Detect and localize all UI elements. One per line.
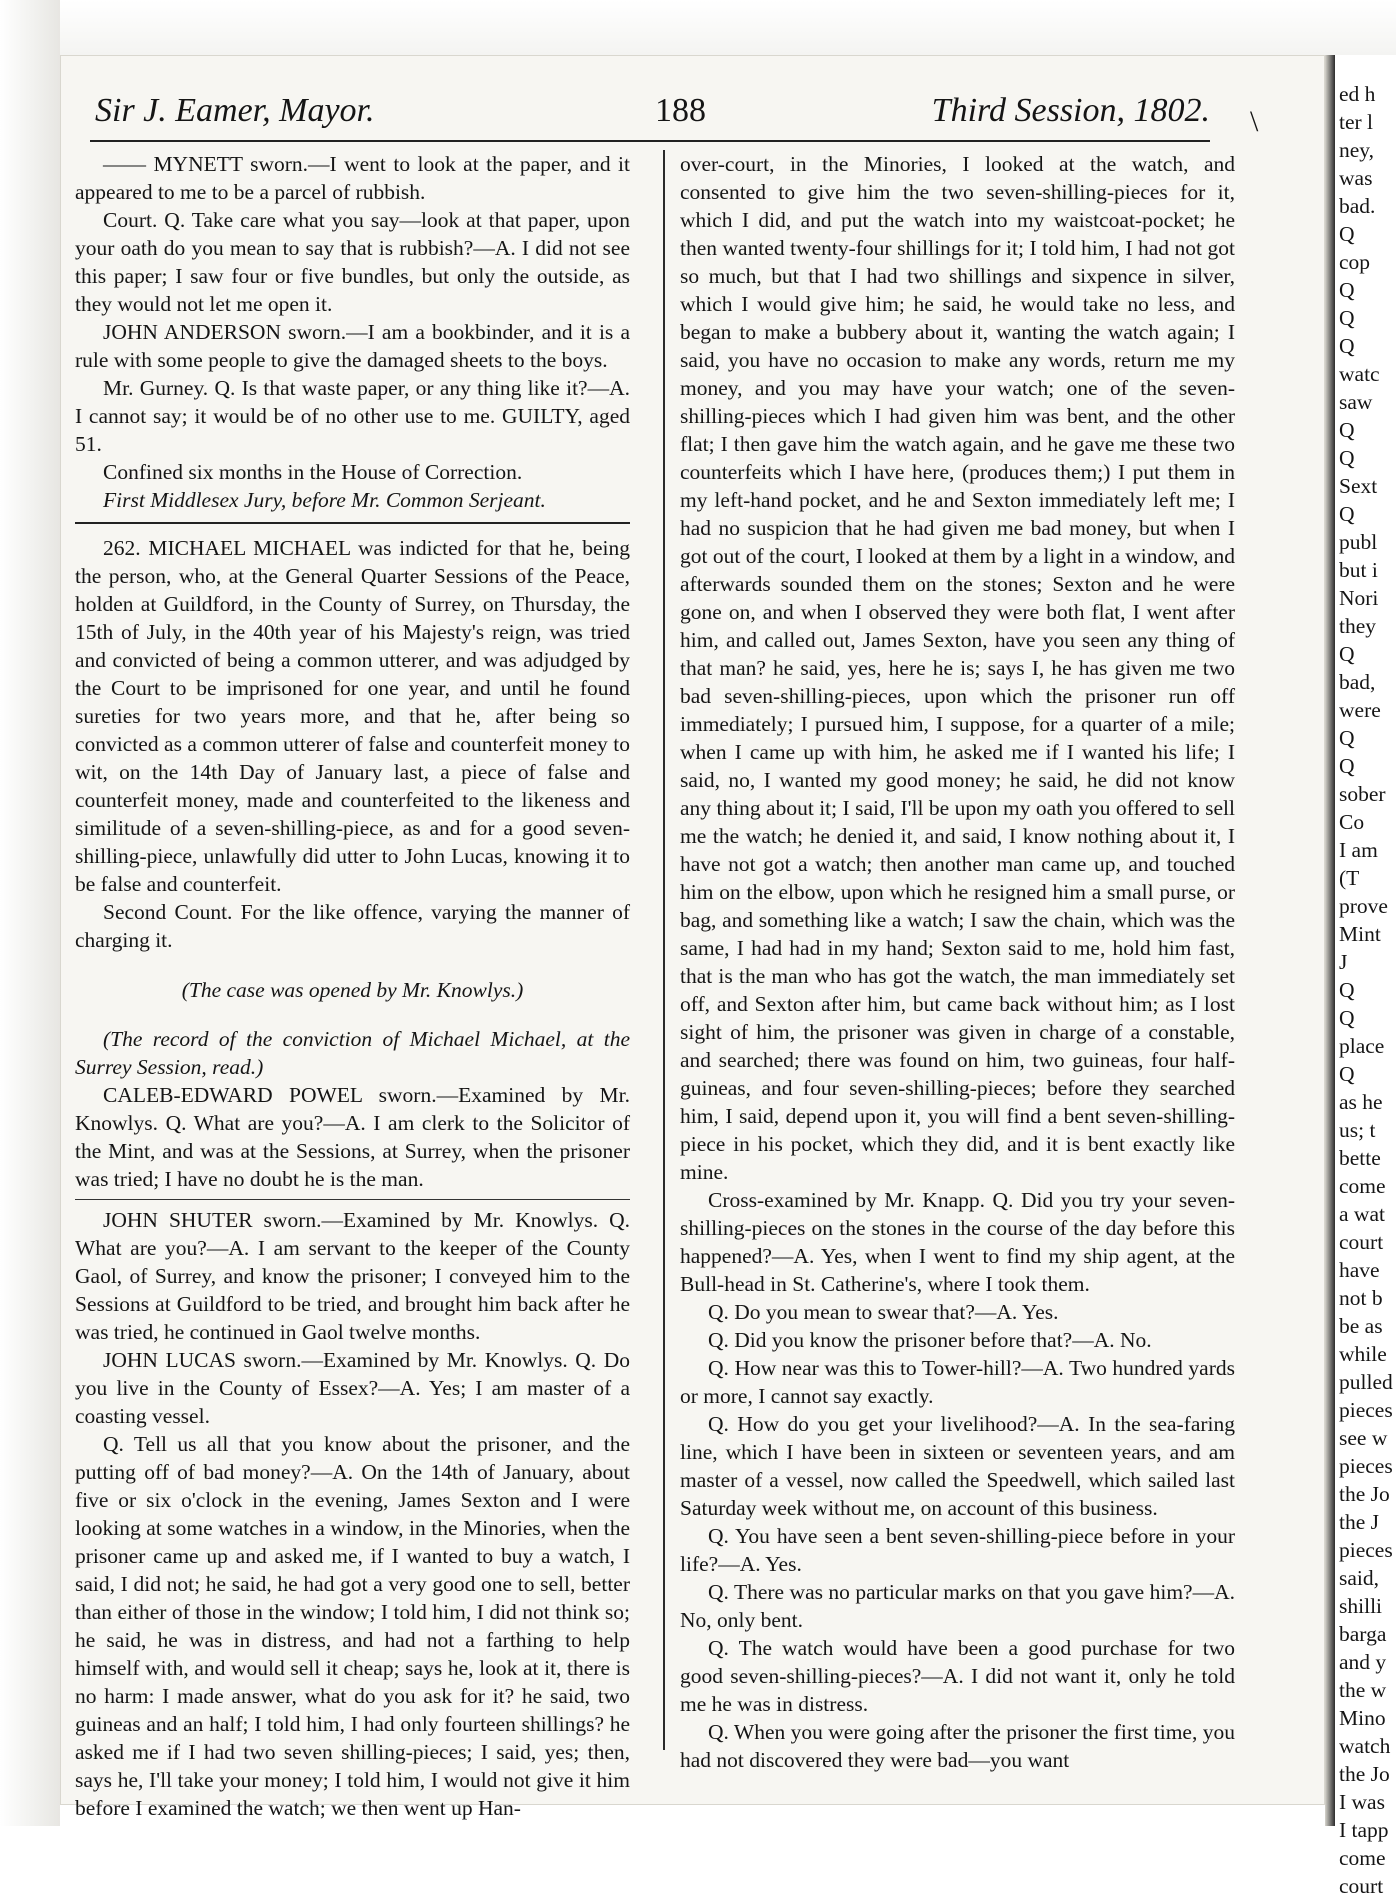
edge-fragment: bad, xyxy=(1339,670,1376,694)
fold-line xyxy=(75,1199,630,1200)
section-rule xyxy=(75,522,630,524)
edge-fragment: Sext xyxy=(1339,474,1378,498)
running-header xyxy=(95,92,1210,142)
scan-top-shadow xyxy=(60,0,1396,55)
edge-fragment: J xyxy=(1339,950,1348,974)
edge-fragment: were xyxy=(1339,698,1381,722)
edge-fragment: cop xyxy=(1339,250,1371,274)
edge-fragment: Q xyxy=(1339,278,1355,302)
edge-fragment: Q xyxy=(1339,418,1355,442)
qa-swear: Q. Do you mean to swear that?—A. Yes. xyxy=(708,1300,1059,1324)
edge-fragment: publ xyxy=(1339,530,1378,554)
sentence: Confined six months in the House of Correction. xyxy=(103,460,523,484)
second-count: Second Count. For the like offence, varying the manner of charging it. xyxy=(75,900,630,952)
edge-fragment: I tapp xyxy=(1339,1818,1389,1842)
edge-fragment: they xyxy=(1339,614,1377,638)
edge-fragment: Q xyxy=(1339,642,1355,666)
testimony-mynett: —— MYNETT sworn.—I went to look at the paper, and it appeared to me to be a parcel of rubbish. xyxy=(75,152,630,204)
jury-note: First Middlesex Jury, before Mr. Common Serjeant. xyxy=(103,488,546,512)
edge-fragment: see w xyxy=(1339,1426,1388,1450)
qa-bent-piece: Q. You have seen a bent seven-shilling-piece before in your life?—A. Yes. xyxy=(680,1524,1235,1576)
edge-fragment: Mint xyxy=(1339,922,1381,946)
lucas-account: Q. Tell us all that you know about the prisoner, and the putting off of bad money?—A. On the 14th of January, about five or six o'clock in the evening, James Sexton and I were looking at some watches in a window, in the Minories, when the prisoner came up and asked me, if I wanted to buy a watch, I said, I did not; he said, he had got a very good one to sell, better than either of those in the window; I told him, I did not think so; he said, he was in distress, and had not a farthing to help himself with, and would sell it cheap; says he, look at it, there is no harm: I made answer, what do you ask for it? he said, two guineas and an half; I told him, I had only fourteen shillings? he asked me if I had two seven shilling-pieces; I said, yes; then, says he, I'll take your money; I told him, I would not give it him before I examined the watch; we then went up Han- xyxy=(75,1432,630,1820)
page-left-edge xyxy=(0,0,60,1826)
header-session: Third Session, 1802. xyxy=(931,92,1210,129)
testimony-powel: CALEB-EDWARD POWEL sworn.—Examined by Mr. Knowlys. Q. What are you?—A. I am clerk to the Solicitor of the Mint, and was at the Sessions, at Surrey, when the prisoner was tried; I have no doubt he is the man. xyxy=(75,1083,630,1191)
header-mayor: Sir J. Eamer, Mayor. xyxy=(95,92,375,129)
qa-going-after: Q. When you were going after the prisoner the first time, you had not discovered they were bad—you want xyxy=(680,1720,1235,1772)
edge-fragment: come xyxy=(1339,1174,1386,1198)
edge-fragment: Q xyxy=(1339,754,1355,778)
margin-mark: \ xyxy=(1250,105,1259,138)
edge-fragment: shilli xyxy=(1339,1594,1383,1618)
edge-fragment: bad. xyxy=(1339,194,1376,218)
indictment-262: 262. MICHAEL MICHAEL was indicted for that he, being the person, who, at the General Quarter Sessions of the Peace, holden at Guildford, in the County of Surrey, on Thursday, the 15th of July, in the 40th year of his Majesty's reign, was tried and convicted of being a common utterer, and was adjudged by the Court to be imprisoned for one year, and until he found sureties for two years more, and that he, after being so convicted as a common utterer of false and counterfeit money to wit, on the 14th Day of January last, a piece of false and counterfeit money, made and counterfeited to the likeness and similitude of a seven-shilling-piece, as and for a good seven-shilling-piece, unlawfully did utter to John Lucas, knowing it to be false and counterfeit. xyxy=(75,536,630,896)
edge-fragment: not b xyxy=(1339,1286,1383,1310)
column-divider xyxy=(663,150,665,1750)
edge-fragment: pieces xyxy=(1339,1454,1393,1478)
edge-fragment: was xyxy=(1339,166,1373,190)
qa-tower-hill: Q. How near was this to Tower-hill?—A. Two hundred yards or more, I cannot say exactly. xyxy=(680,1356,1235,1408)
left-column xyxy=(75,150,630,1822)
edge-fragment: ney, xyxy=(1339,138,1375,162)
edge-fragment: a wat xyxy=(1339,1202,1385,1226)
next-page-edge xyxy=(1335,80,1396,1898)
binding-gutter xyxy=(1325,55,1335,1826)
edge-fragment: Co xyxy=(1339,810,1365,834)
case-opened-note: (The case was opened by Mr. Knowlys.) xyxy=(181,977,524,1002)
testimony-shuter: JOHN SHUTER sworn.—Examined by Mr. Knowlys. Q. What are you?—A. I am servant to the keeper of the County Gaol, of Surrey, and know the prisoner; I conveyed him to the Sessions at Guildford to be tried, and brought him back after he was tried, he continued in Gaol twelve months. xyxy=(75,1208,630,1344)
edge-fragment: saw xyxy=(1339,390,1373,414)
cross-examination: Cross-examined by Mr. Knapp. Q. Did you try your seven-shilling-pieces on the stones in the course of the day before this happened?—A. Yes, when I went to find my ship agent, at the Bull-head in St. Catherine's, where I took them. xyxy=(680,1188,1235,1296)
testimony-lucas: JOHN LUCAS sworn.—Examined by Mr. Knowlys. Q. Do you live in the County of Essex?—A. Yes; I am master of a coasting vessel. xyxy=(75,1348,630,1428)
edge-fragment: the w xyxy=(1339,1678,1387,1702)
edge-fragment: pulled xyxy=(1339,1370,1393,1394)
right-column xyxy=(680,150,1235,1774)
qa-know-prisoner: Q. Did you know the prisoner before that?—A. No. xyxy=(708,1328,1152,1352)
edge-fragment: bette xyxy=(1339,1146,1381,1170)
edge-fragment: but i xyxy=(1339,558,1378,582)
edge-fragment: the J xyxy=(1339,1510,1380,1534)
edge-fragment: the Jo xyxy=(1339,1482,1390,1506)
edge-fragment: I was xyxy=(1339,1790,1385,1814)
edge-fragment: pieces xyxy=(1339,1398,1393,1422)
edge-fragment: (T xyxy=(1339,866,1360,890)
edge-fragment: Q xyxy=(1339,1006,1355,1030)
edge-fragment: the Jo xyxy=(1339,1762,1390,1786)
edge-fragment: watch xyxy=(1339,1734,1391,1758)
edge-fragment: said, xyxy=(1339,1566,1380,1590)
edge-fragment: and y xyxy=(1339,1650,1387,1674)
edge-fragment: I am xyxy=(1339,838,1378,862)
court-question: Court. Q. Take care what you say—look at that paper, upon your oath do you mean to say that is rubbish?—A. I did not see this paper; I saw four or five bundles, but only the outside, as they would not let me open it. xyxy=(75,208,630,316)
edge-fragment: barga xyxy=(1339,1622,1387,1646)
edge-fragment: Q xyxy=(1339,446,1355,470)
edge-fragment: sober xyxy=(1339,782,1386,806)
edge-fragment: Mino xyxy=(1339,1706,1386,1730)
edge-fragment: be as xyxy=(1339,1314,1383,1338)
edge-fragment: pieces xyxy=(1339,1538,1393,1562)
edge-fragment: prove xyxy=(1339,894,1388,918)
edge-fragment: watc xyxy=(1339,362,1380,386)
edge-fragment: ed h xyxy=(1339,82,1376,106)
edge-fragment: us; t xyxy=(1339,1118,1376,1142)
edge-fragment: Nori xyxy=(1339,586,1379,610)
edge-fragment: Q xyxy=(1339,502,1355,526)
edge-fragment: ter l xyxy=(1339,110,1374,134)
edge-fragment: Q xyxy=(1339,306,1355,330)
edge-fragment: Q xyxy=(1339,1062,1355,1086)
edge-fragment: place xyxy=(1339,1034,1385,1058)
edge-fragment: court xyxy=(1339,1230,1384,1254)
edge-fragment: Q xyxy=(1339,726,1355,750)
header-rule xyxy=(90,140,1210,142)
record-note: (The record of the conviction of Michael Michael, at the Surrey Session, read.) xyxy=(75,1027,630,1079)
gurney-question: Mr. Gurney. Q. Is that waste paper, or any thing like it?—A. I cannot say; it would be of no other use to me. GUILTY, aged 51. xyxy=(75,376,630,456)
edge-fragment: come xyxy=(1339,1846,1386,1870)
edge-fragment: Q xyxy=(1339,222,1355,246)
edge-fragment: have xyxy=(1339,1258,1380,1282)
testimony-anderson: JOHN ANDERSON sworn.—I am a bookbinder, and it is a rule with some people to give the damaged sheets to the boys. xyxy=(75,320,630,372)
edge-fragment: Q xyxy=(1339,334,1355,358)
edge-fragment: as he xyxy=(1339,1090,1383,1114)
qa-marks: Q. There was no particular marks on that you gave him?—A. No, only bent. xyxy=(680,1580,1235,1632)
edge-fragment: Q xyxy=(1339,978,1355,1002)
page-number: 188 xyxy=(655,92,706,129)
edge-fragment: while xyxy=(1339,1342,1387,1366)
lucas-account-continued: over-court, in the Minories, I looked at the watch, and consented to give him the two seven-shilling-pieces for it, which I did, and put the watch into my waistcoat-pocket; he then wanted twenty-four shillings for it; I told him, I had not got so much, but that I had two shillings and sixpence in silver, which I would give him; he said, he would take no less, and began to make a bubbery about it, wanting the watch again; I said, you have no occasion to make any words, return me my money, and you may have your watch; one of the seven-shilling-pieces which I had given him was bent, and the other flat; I then gave him the watch again, and he gave me these two counterfeits which I have here, (produces them;) I put them in my left-hand pocket, and he and Sexton immediately left me; I had no suspicion that he had given me bad money, but when I got out of the court, I looked at them by a light in a window, and afterwards sounded them on the stones; Sexton and he were gone on, and when I observed they were both flat, I went after him, and called out, James Sexton, have you seen any thing of that man? he said, yes, here he is; says I, he has given me two bad seven-shilling-pieces, upon which the prisoner run off immediately; I pursued him, I suppose, for a quarter of a mile; when I came up with him, he asked me if I wanted his life; I said, no, I wanted my good money; he said, he did not know any thing about it; I said, I'll be upon my oath you offered to sell me the watch; he denied it, and said, I know nothing about it, I have not got a watch; then another man came up, and touched him on the elbow, upon which he resigned him a small purse, or bag, and something like a watch; I saw the chain, which was the same, I had had in my hand; Sexton said to me, hold him fast, that is the man who has got the watch, the man immediately set off, and Sexton after him, but came back without him; as I lost sight of him, the prisoner was given in charge of a constable, and searched; there was found on him, two guineas, four half-guineas, and four seven-shilling-pieces; before they searched him, I said, depend upon it, you will find a bent seven-shilling-piece in his pocket, which they did, and it is bent exactly like mine. xyxy=(680,152,1235,1184)
edge-fragment: court xyxy=(1339,1874,1384,1898)
qa-purchase: Q. The watch would have been a good purchase for two good seven-shilling-pieces?—A. I did not want it, only he told me he was in distress. xyxy=(680,1636,1235,1716)
qa-livelihood: Q. How do you get your livelihood?—A. In the sea-faring line, which I have been in sixteen or seventeen years, and am master of a vessel, now called the Speedwell, which sailed last Saturday week without me, on account of this business. xyxy=(680,1412,1235,1520)
